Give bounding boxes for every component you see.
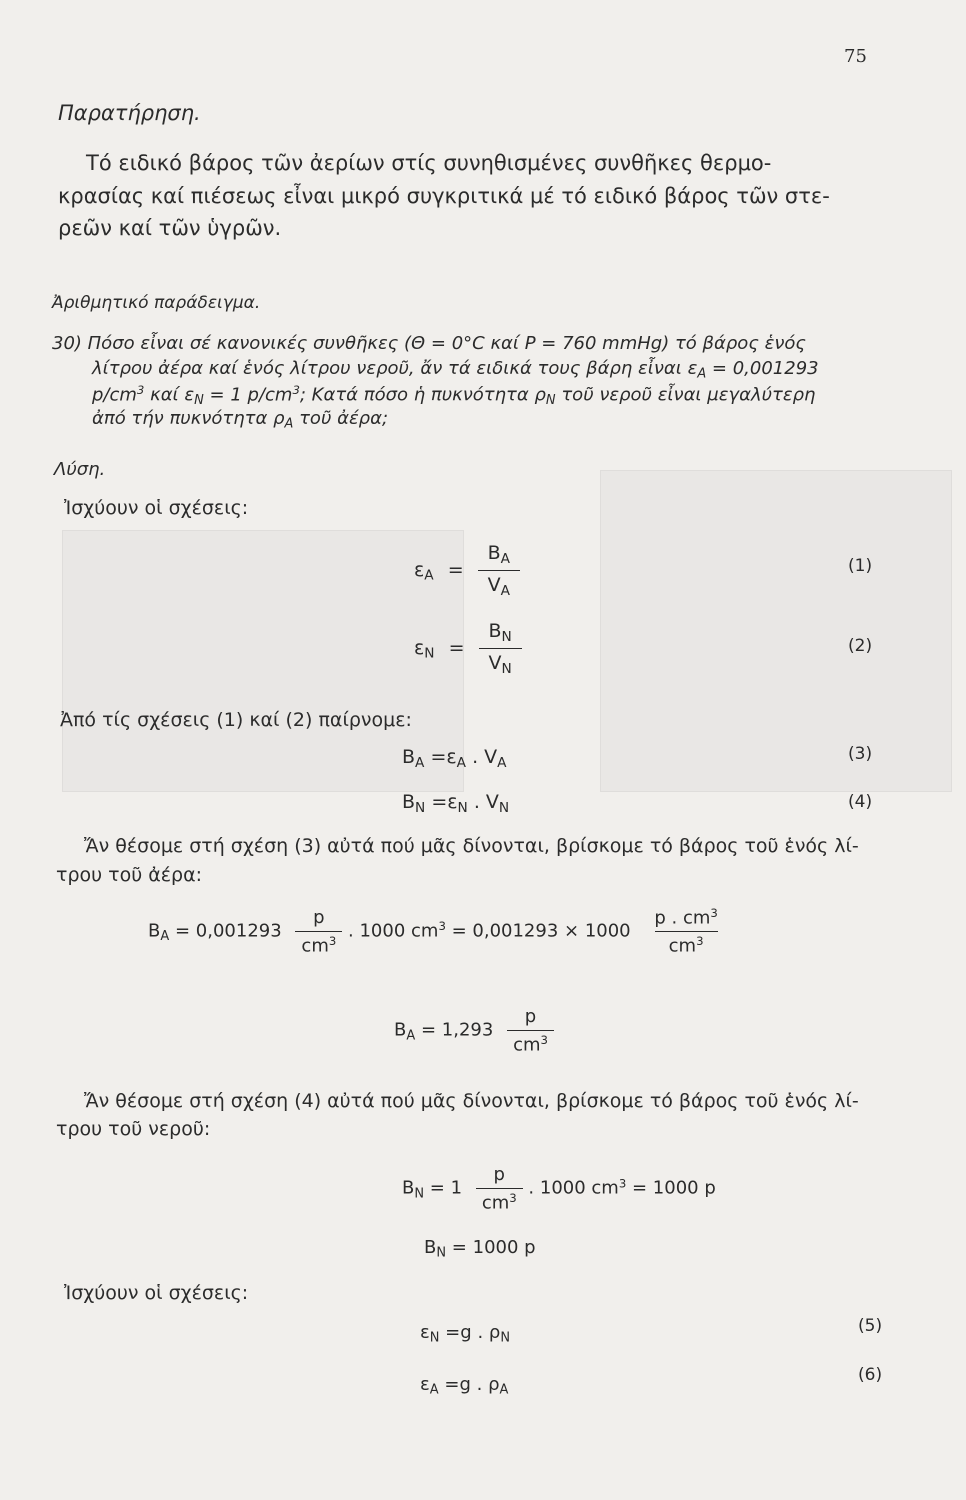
- remark-line-1: Τό ειδικό βάρος τῶν ἀερίων στίς συνηθισμένες συνθῆκες θερμο-: [86, 151, 772, 175]
- equation-label-1: (1): [848, 556, 873, 576]
- air-weight-equation: $B_A = 0,001293$ $\frac{p}{cm^3}$ . 1000 $cm^3 = 0,001293 \times 1000$ $\frac{p . cm^3}{cm^3}$: [148, 906, 718, 957]
- substitute-4-line-1: Ἄν θέσομε στή σχέση (4) αὐτά πού μᾶς δίνονται, βρίσκομε τό βάρος τοῦ ἑνός λί-: [84, 1090, 859, 1112]
- example-line-1: 30) Πόσο εἶναι σέ κανονικές συνθῆκες (Θ = 0°C καί P = 760 mmHg) τό βάρος ἑνός: [52, 333, 806, 354]
- relations-intro: Ἰσχύουν οἱ σχέσεις:: [64, 497, 249, 519]
- example-line-4: ἀπό τήν πυκνότητα $\rho_A$ τοῦ ἀέρα;: [92, 408, 389, 432]
- equation-1: $\varepsilon_A$ = $\frac{B_A}{V_A}$: [414, 542, 520, 599]
- page-number: 75: [844, 46, 867, 67]
- example-heading: Ἀριθμητικό παράδειγμα.: [52, 293, 261, 313]
- air-weight-result: $B_A = 1,293$ $\frac{p}{cm^3}$: [394, 1006, 554, 1055]
- bleed-through-area: [600, 470, 952, 792]
- remark-line-2: κρασίας καί πιέσεως εἶναι μικρό συγκριτικά μέ τό ειδικό βάρος τῶν στε-: [58, 184, 830, 208]
- relations-intro-2: Ἰσχύουν οἱ σχέσεις:: [64, 1282, 249, 1304]
- equation-label-3: (3): [848, 744, 873, 764]
- substitute-3-line-2: τρου τοῦ ἀέρα:: [56, 864, 203, 886]
- remark-line-3: ρεῶν καί τῶν ὑγρῶν.: [58, 216, 282, 240]
- substitute-3-line-1: Ἄν θέσομε στή σχέση (3) αὐτά πού μᾶς δίνονται, βρίσκομε τό βάρος τοῦ ἑνός λί-: [84, 835, 859, 857]
- substitute-4-line-2: τρου τοῦ νεροῦ:: [56, 1118, 211, 1140]
- equation-label-4: (4): [848, 792, 873, 812]
- equation-label-5: (5): [858, 1316, 883, 1336]
- example-line-2: λίτρου ἀέρα καί ἑνός λίτρου νεροῦ, ἄν τά ειδικά τους βάρη εἶναι $\varepsilon_A = 0,001293$: [92, 358, 819, 382]
- water-weight-result: $B_N = 1000$ p: [424, 1237, 536, 1261]
- equation-4: $B_N =\varepsilon_N$ . $V_N$: [402, 791, 510, 816]
- solution-heading: Λύση.: [54, 459, 106, 480]
- remark-heading: Παρατήρηση.: [58, 101, 201, 125]
- equation-2: $\varepsilon_N$ = $\frac{B_N}{V_N}$: [414, 620, 522, 677]
- water-weight-equation: $B_N = 1$ $\frac{p}{cm^3}$ . 1000 $cm^3 = 1000$ p: [402, 1164, 716, 1214]
- equation-label-6: (6): [858, 1365, 883, 1385]
- equation-5: $\varepsilon_N =g$ . $\rho_N$: [420, 1322, 511, 1346]
- example-line-3: $p/cm^3$ καί $\varepsilon_N = 1$ $p/cm^3$; Κατά πόσο ἡ πυκνότητα $\rho_N$ τοῦ νεροῦ εἶναι μεγαλύτερη: [92, 383, 816, 409]
- equation-6: $\varepsilon_A =g$ . $\rho_A$: [420, 1374, 509, 1398]
- equation-label-2: (2): [848, 636, 873, 656]
- from-relations-text: Ἀπό τίς σχέσεις (1) καί (2) παίρνομε:: [60, 709, 412, 731]
- equation-3: $B_A =\varepsilon_A$ . $V_A$: [402, 746, 507, 771]
